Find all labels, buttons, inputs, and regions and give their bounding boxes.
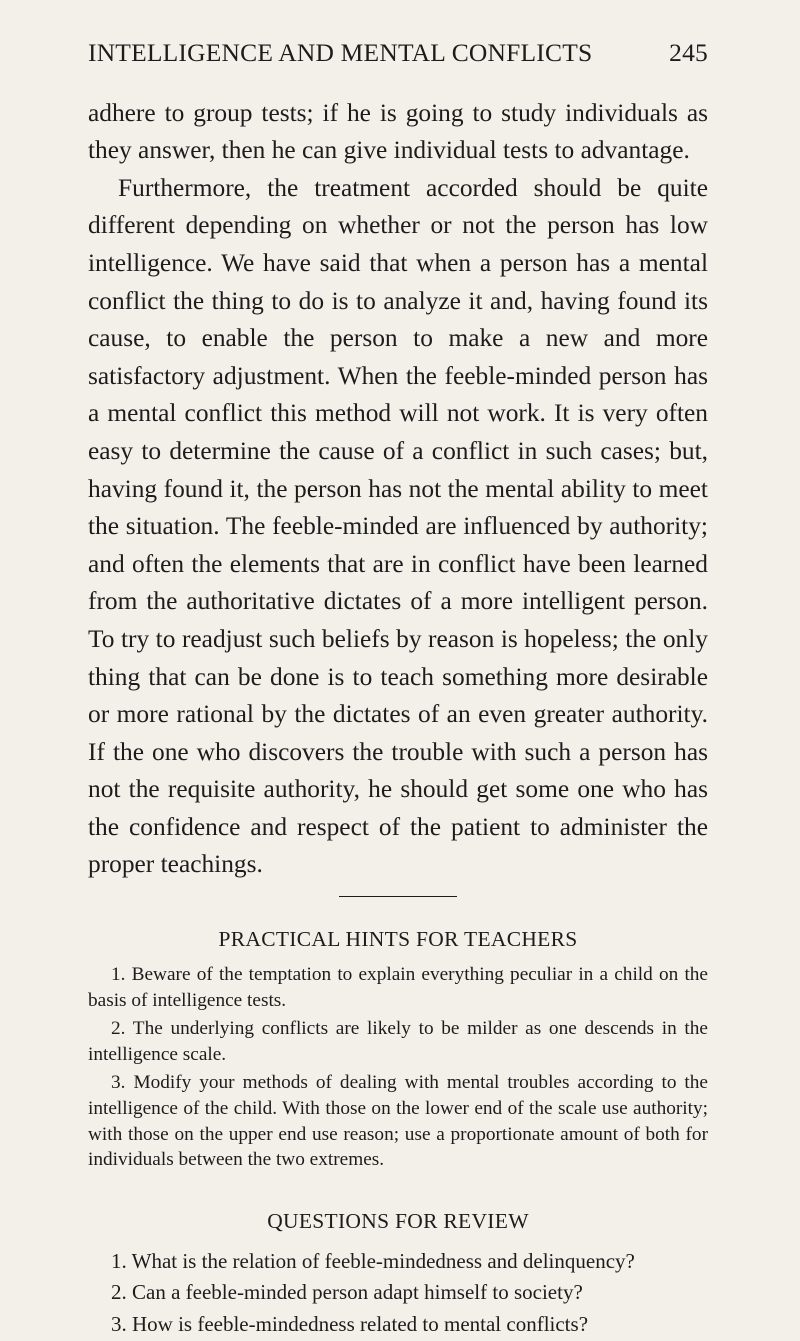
- running-head: [88, 38, 708, 69]
- hint-item: 1. Beware of the temptation to explain everything peculiar in a child on the basis of intelligence tests.: [88, 964, 708, 1011]
- hints-list: [88, 962, 708, 1173]
- hints-heading: PRACTICAL HINTS FOR TEACHERS: [218, 927, 578, 952]
- paragraph: Furthermore, the treatment accorded should be quite different depending on whether or not the person has low intelligence. We have said that when a person has a mental conflict the thing to do is to analyze it and, having found its cause, to enable the person to make a new and more satisfactory adjustment. When the feeble-minded person has a mental conflict this method will not work. It is very often easy to determine the cause of a conflict in such cases; but, having found it, the person has not the mental ability to meet the situation. The feeble-minded are influenced by authority; and often the elements that are in conflict have been learned from the authoritative dictates of a more intelligent person. To try to readjust such beliefs by reason is hopeless; the only thing that can be done is to teach something more desirable or more rational by the dictates of an even greater authority. If the one who discovers the trouble with such a person has not the requisite authority, he should get some one who has the confidence and respect of the patient to administer the proper teachings.: [88, 173, 708, 879]
- book-page: [88, 38, 708, 1341]
- question-item: 2. Can a feeble-minded person adapt himself to society?: [111, 1280, 583, 1305]
- hint-item: 2. The underlying conflicts are likely to be milder as one descends in the intelligence scale.: [88, 1018, 708, 1065]
- question-item: 1. What is the relation of feeble-mindedness and delinquency?: [111, 1248, 635, 1273]
- paragraph-continued: adhere to group tests; if he is going to study individuals as they answer, then he can give individual tests to advantage.: [88, 98, 708, 165]
- page-number: 245: [669, 38, 708, 67]
- chapter-title: INTELLIGENCE AND MENTAL CONFLICTS: [88, 38, 593, 67]
- question-item: 3. How is feeble-mindedness related to mental conflicts?: [111, 1312, 589, 1336]
- body-text: [88, 95, 708, 884]
- questions-heading: QUESTIONS FOR REVIEW: [267, 1208, 529, 1233]
- hint-item: 3. Modify your methods of dealing with mental troubles according to the intelligence of the child. With those on the lower end of the scale use authority; with those on the upper end use reason; use a proportionate amount of both for individuals between the two extremes.: [88, 1072, 708, 1171]
- questions-list: [88, 1246, 708, 1341]
- section-divider: [339, 896, 457, 897]
